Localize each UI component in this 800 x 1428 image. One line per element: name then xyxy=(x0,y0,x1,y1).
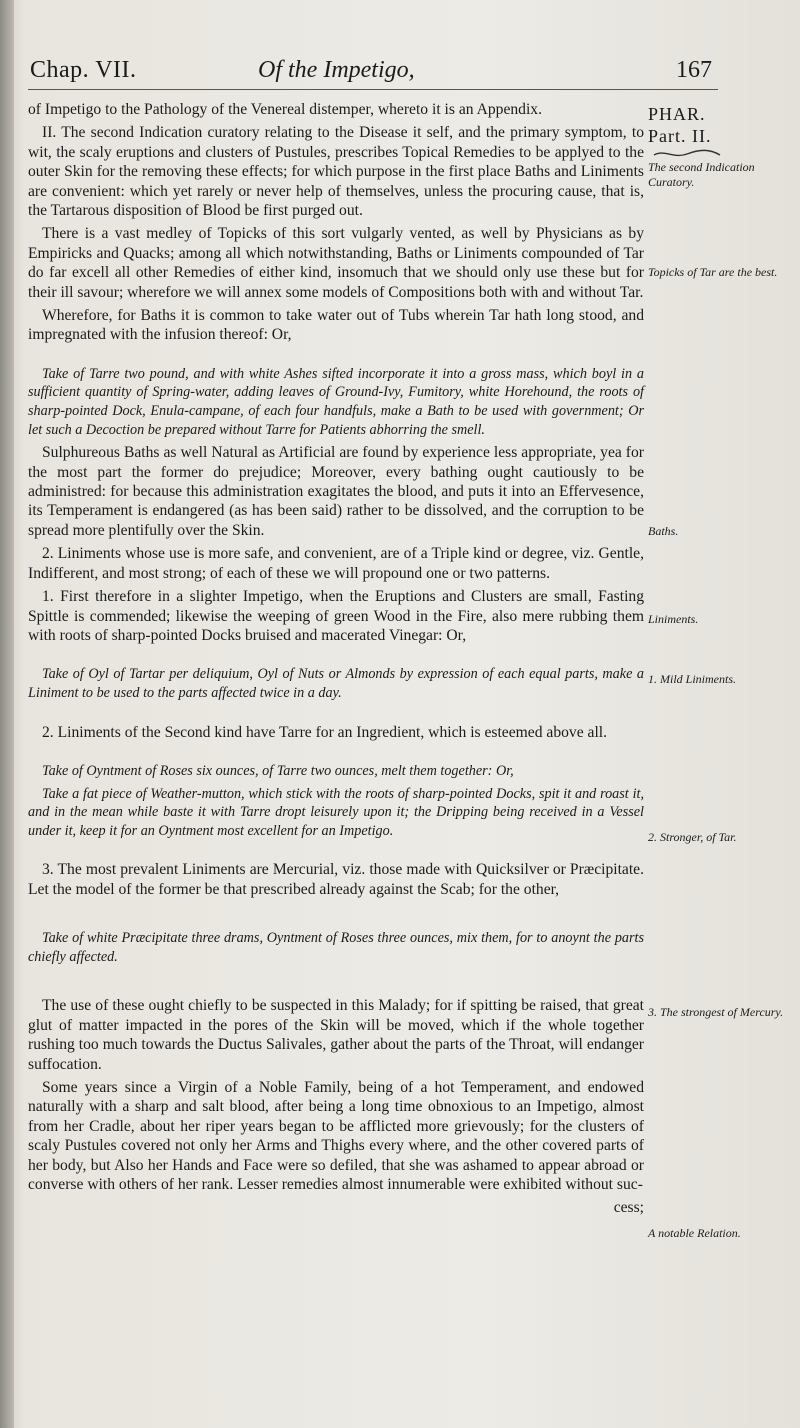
margin-note-stronger: 2. Stronger, of Tar. xyxy=(648,830,737,844)
main-text xyxy=(28,100,644,1218)
margin-note-baths: Baths. xyxy=(648,524,679,538)
paragraph: 2. Liniments whose use is more safe, and convenient, are of a Triple kind or degree, viz. Gentle, Indifferent, and most strong; of each of these we will propound one or two patterns. xyxy=(28,545,644,582)
chapter-label: Chap. VII. xyxy=(30,57,137,83)
paragraph: 2. Liniments of the Second kind have Tarre for an Ingredient, which is esteemed above all. xyxy=(42,723,608,741)
running-header xyxy=(28,55,718,90)
running-title: Of the Impetigo, xyxy=(258,57,415,83)
recipe: Take a fat piece of Weather-mutton, which stick with the roots of sharp-pointed Docks, spit it and roast it, and in the mean while baste it with Tarre dropt leisurely upon it; the Dripping being received in a Vessel under it, keep it for an Oyntment most excellent for an Impetigo. xyxy=(28,785,644,839)
margin-note-notable: A notable Relation. xyxy=(648,1226,741,1240)
phar-label: PHAR. xyxy=(648,104,706,124)
recipe: Take of Oyntment of Roses six ounces, of Tarre two ounces, melt them together: Or, xyxy=(42,762,514,779)
recipe: Take of white Præcipitate three drams, Oyntment of Roses three ounces, mix them, for to anoynt the parts chiefly affected. xyxy=(28,930,644,965)
paragraph: of Impetigo to the Pathology of the Venereal distemper, whereto it is an Appendix. xyxy=(28,101,542,118)
page-number: 167 xyxy=(676,57,712,83)
recipe: Take of Oyl of Tartar per deliquium, Oyl of Nuts or Almonds by expression of each equal parts, make a Liniment to be used to the parts affected twice in a day. xyxy=(28,666,644,701)
margin-note-second-indication: The second Indication Curatory. xyxy=(648,160,755,189)
paragraph: Some years since a Virgin of a Noble Family, being of a hot Temperament, and endowed naturally with a sharp and salt blood, after being a long time obnoxious to an Impetigo, almost from her Cradle, about her riper years began to be afflicted more grievously; for the clusters of scaly Pustules covered not only her Arms and Thighs every where, and the other covered parts of her body, but Also her Hands and Face were so defiled, that she was ashamed to appear abroad or converse with others of her rank. Lesser remedies almost innumerable were exhibited without suc- xyxy=(28,1078,644,1193)
paragraph: II. The second Indication curatory relating to the Disease it self, and the primary symptom, to wit, the scaly eruptions and clusters of Pustules, prescribes Topical Remedies to be applyed to the outer Skin for the removing these effects; for which purpose in the first place Baths and Liniments are convenient: which yet rarely or never help of themselves, unless the procuring cause, that is, the Tartarous disposition of Blood be first purged out. xyxy=(28,124,644,220)
margin-note-mild: 1. Mild Liniments. xyxy=(648,672,737,686)
paragraph: Sulphureous Baths as well Natural as Artificial are found by experience less appropriate, yea for the most part the former do prejudice; Moreover, every bathing ought cautiously to be administred: for because this administration exagitates the blood, and puts it into an Effervesence, its Temperament is endangered (as has been said) rather to be dissolved, and the corruption to be spread more plentifully over the Skin. xyxy=(28,444,644,539)
paragraph: There is a vast medley of Topicks of this sort vulgarly vented, as well by Physicians as by Empiricks and Quacks; among all which notwithstanding, Baths or Liniments compounded of Tar do far excell all other Remedies of either kind, insomuch that we should only use these but for their ill savour; wherefore we will annex some models of Compositions both with and without Tar. xyxy=(28,225,644,301)
recipe: Take of Tarre two pound, and with white Ashes sifted incorporate it into a gross mass, which boyl in a sufficient quantity of Spring-water, adding leaves of Ground-Ivy, Fumitory, white Horehound, the roots of sharp-pointed Dock, Enula-campane, of each four handfuls, make a Bath to be used with government; Or let such a Decoction be prepared without Tarre for Patients abhorring the smell. xyxy=(28,365,644,438)
paragraph: The use of these ought chiefly to be suspected in this Malady; for if spitting be raised, that great glut of matter impacted in the pores of the Skin will be moved, which if the whole together rushing too much towards the Ductus Salivales, gather about the parts of the Throat, will endanger suffocation. xyxy=(28,997,644,1073)
section-marker xyxy=(648,103,788,159)
paragraph: 3. The most prevalent Liniments are Mercurial, viz. those made with Quicksilver or Præcipitate. Let the model of the former be that prescribed already against the Scab; for the other, xyxy=(28,861,644,898)
part-label: Part. II. xyxy=(648,126,712,146)
margin-note-liniments: Liniments. xyxy=(648,612,699,626)
paragraph: 1. First therefore in a slighter Impetigo, when the Eruptions and Clusters are small, Fasting Spittle is commended; likewise the weeping of green Wood in the Fire, also mere rubbing them with roots of sharp-pointed Docks bruised and macerated Vinegar: Or, xyxy=(28,588,644,644)
margin-note-topicks: Topicks of Tar are the best. xyxy=(648,265,778,279)
catchword: cess; xyxy=(613,1199,644,1217)
flourish-ornament xyxy=(652,149,722,159)
margin-note-strongest: 3. The strongest of Mercury. xyxy=(648,1005,784,1019)
paragraph: Wherefore, for Baths it is common to take water out of Tubs wherein Tar hath long stood, and impregnated with the infusion thereof: Or, xyxy=(28,307,644,344)
binding-gutter xyxy=(0,0,14,1428)
